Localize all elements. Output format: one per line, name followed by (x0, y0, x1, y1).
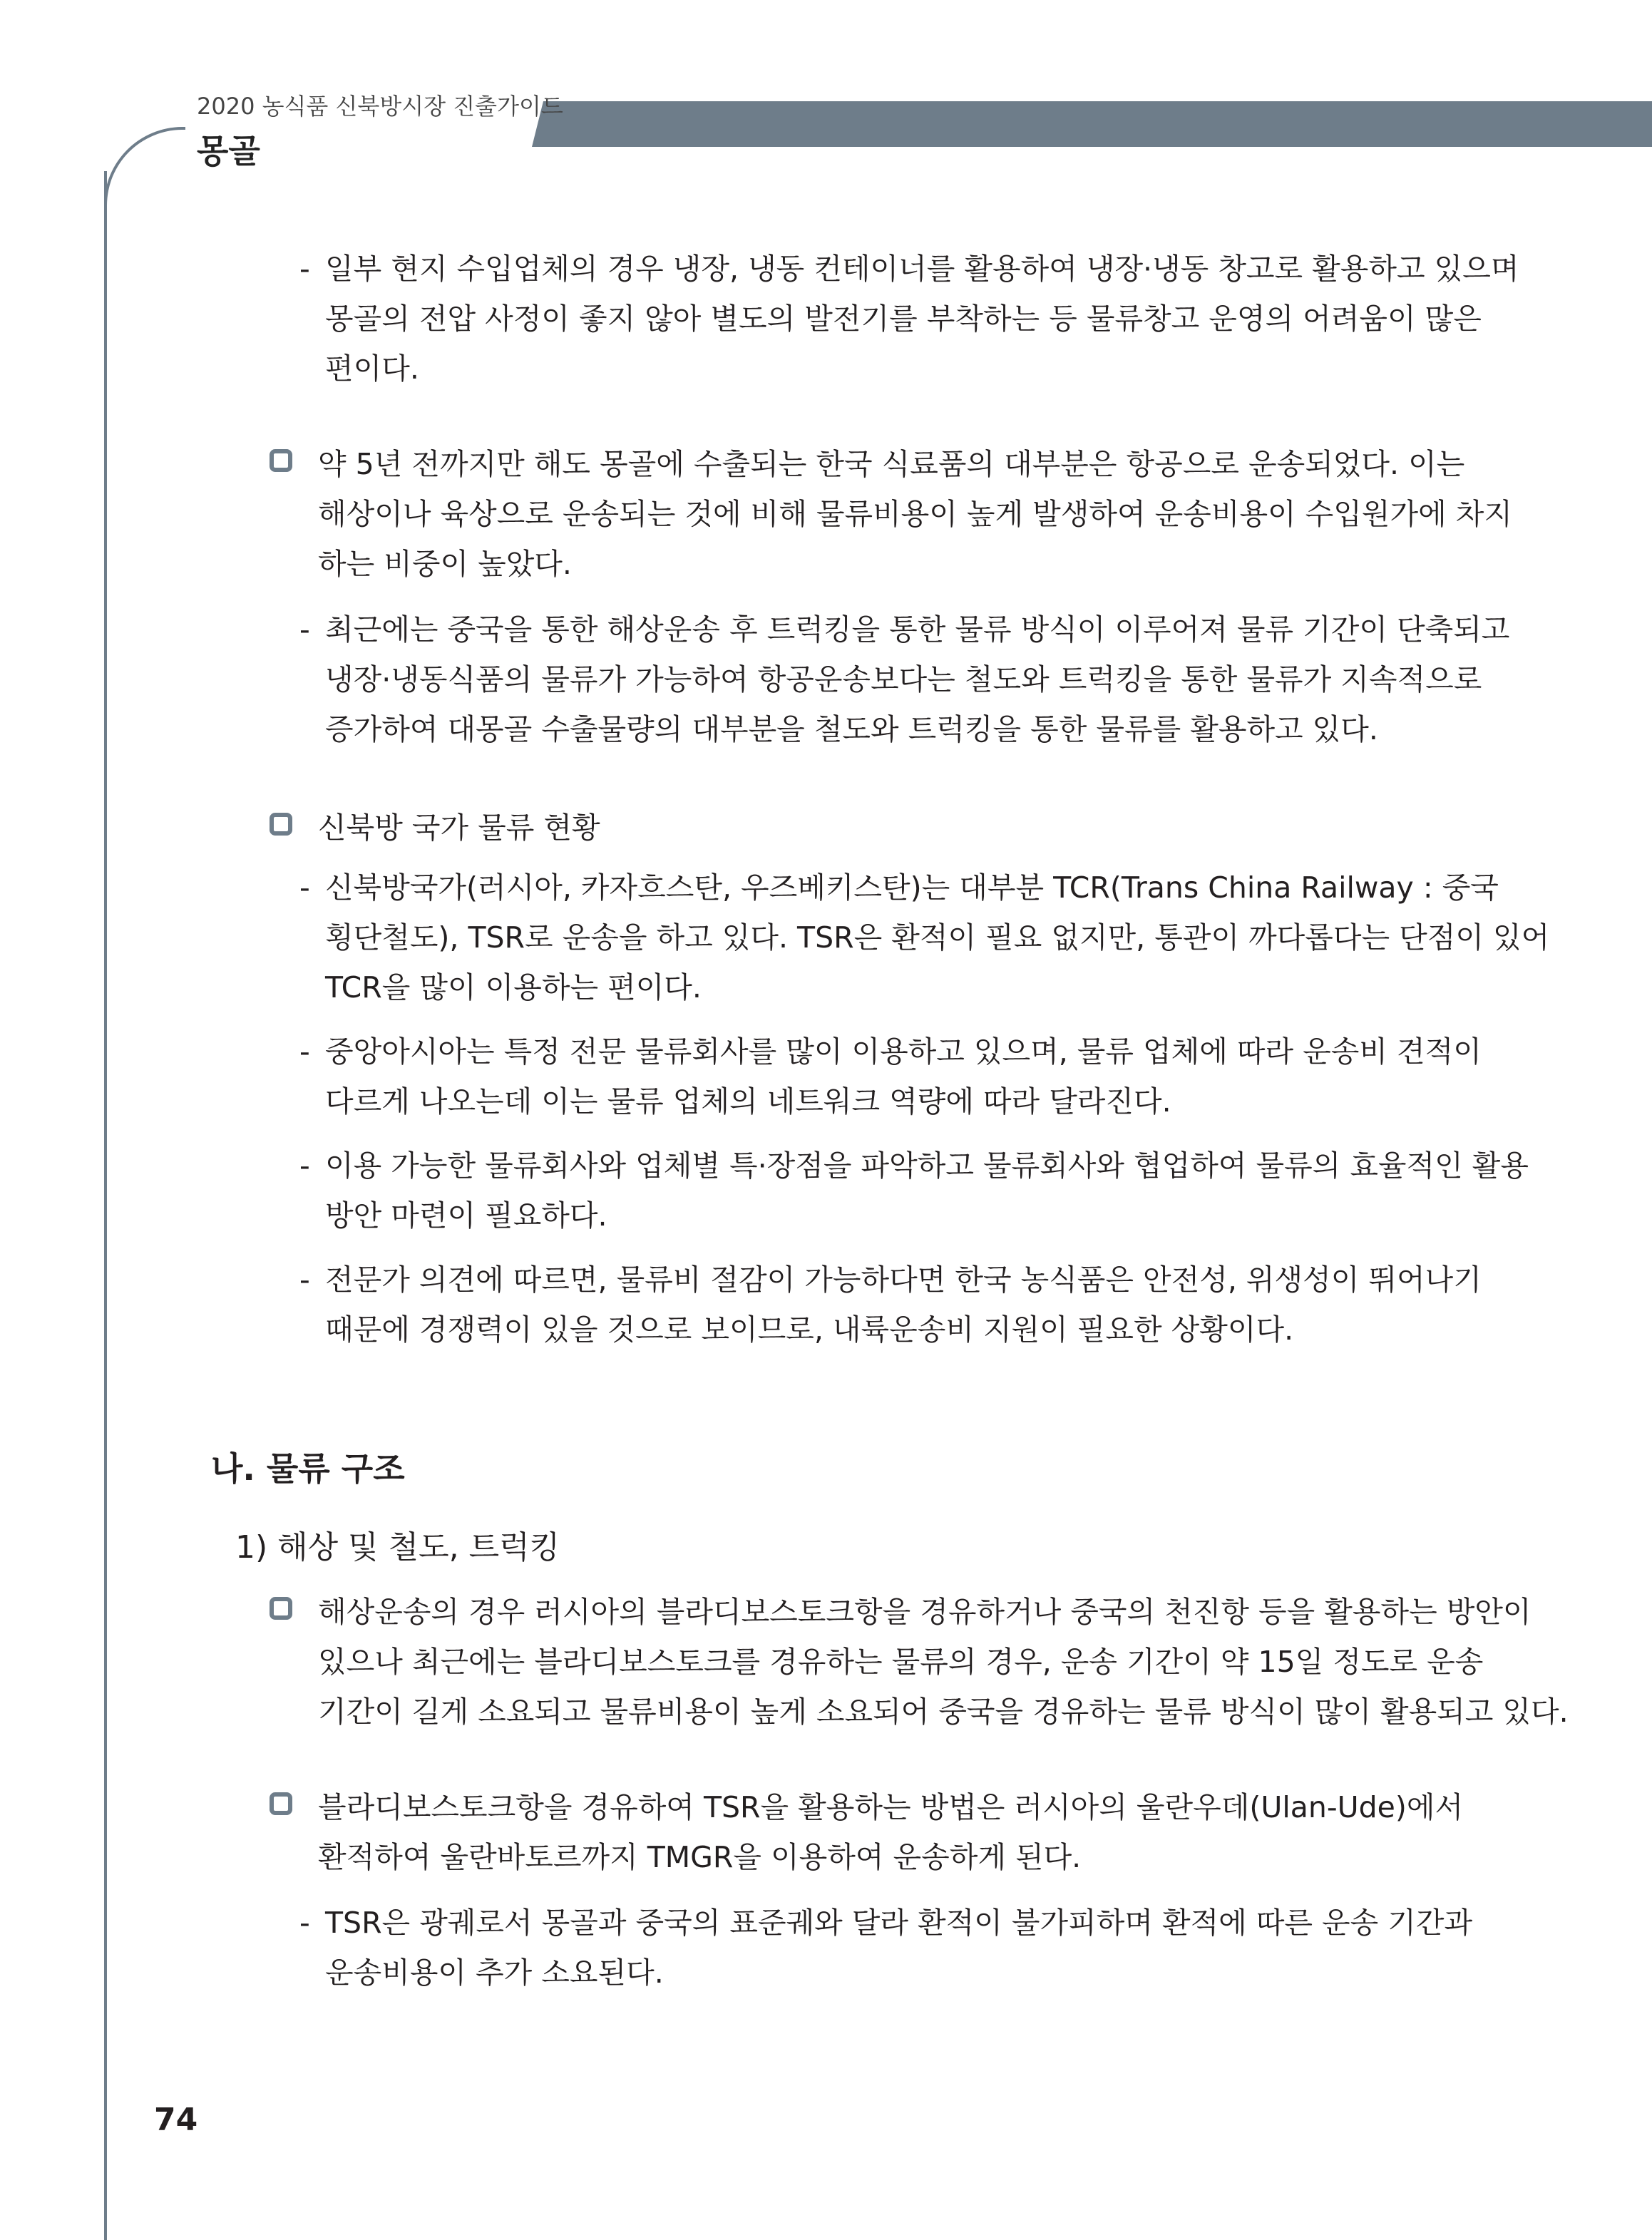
text-line: 있으나 최근에는 블라디보스토크를 경유하는 물류의 경우, 운송 기간이 약 15일 정도로 운송 (318, 1645, 1484, 1679)
text-line: 해상이나 육상으로 운송되는 것에 비해 물류비용이 높게 발생하여 운송비용이 수입원가에 차지 (318, 497, 1512, 531)
dash-paragraph (299, 863, 1550, 1012)
text-line: 편이다. (325, 351, 419, 386)
text-line: 하는 비중이 높았다. (318, 547, 572, 581)
text-line: 해상운송의 경우 러시아의 블라디보스토크항을 경유하거나 중국의 천진항 등을 활용하는 방안이 (318, 1595, 1532, 1629)
box-paragraph (318, 1587, 1569, 1737)
square-bullet-icon (270, 1597, 292, 1620)
box-paragraph (318, 1782, 1463, 1882)
square-bullet-icon (270, 1792, 292, 1815)
subsection-heading: 1) 해상 및 철도, 트럭킹 (235, 1529, 560, 1566)
text-line: 환적하여 울란바토르까지 TMGR을 이용하여 운송하게 된다. (318, 1840, 1082, 1874)
dash-marker: - (299, 252, 310, 286)
text-line: 블라디보스토크항을 경유하여 TSR을 활용하는 방법은 러시아의 울란우데(Ulan-Ude)에서 (318, 1790, 1464, 1824)
dash-marker: - (299, 870, 310, 905)
text-line: 운송비용이 추가 소요된다. (325, 1956, 664, 1990)
text-line: 냉장·냉동식품의 물류가 가능하여 항공운송보다는 철도와 트럭킹을 통한 물류가 지속적으로 (325, 662, 1482, 697)
text-line: 신북방 국가 물류 현황 (318, 811, 600, 845)
square-bullet-icon (270, 449, 292, 472)
dash-paragraph (299, 1255, 1482, 1355)
text-line: 최근에는 중국을 통한 해상운송 후 트럭킹을 통한 물류 방식이 이루어져 물류 기간이 단축되고 (325, 612, 1510, 647)
margin-line (104, 171, 107, 2240)
text-line: 횡단철도), TSR로 운송을 하고 있다. TSR은 환적이 필요 없지만, 통관이 까다롭다는 단점이 있어 (325, 920, 1550, 955)
margin-curve (104, 127, 185, 208)
guide-title: 2020 농식품 신북방시장 진출가이드 (197, 93, 563, 120)
square-bullet-icon (270, 813, 292, 836)
dash-paragraph (299, 1898, 1473, 1998)
box-paragraph (318, 803, 600, 853)
box-paragraph (318, 439, 1512, 589)
text-line: 때문에 경쟁력이 있을 것으로 보이므로, 내륙운송비 지원이 필요한 상황이다. (325, 1312, 1294, 1347)
text-line: 신북방국가(러시아, 카자흐스탄, 우즈베키스탄)는 대부분 TCR(Trans China Railway : 중국 (325, 870, 1499, 905)
header-bar (532, 101, 1652, 147)
page-number: 74 (154, 2102, 198, 2138)
country-title: 몽골 (197, 132, 260, 170)
dash-paragraph (299, 1027, 1482, 1126)
text-line: 증가하여 대몽골 수출물량의 대부분을 철도와 트럭킹을 통한 물류를 활용하고 있다. (325, 712, 1378, 746)
text-line: 몽골의 전압 사정이 좋지 않아 별도의 발전기를 부착하는 등 물류창고 운영의 어려움이 많은 (325, 302, 1482, 336)
dash-paragraph (299, 244, 1519, 394)
text-line: 기간이 길게 소요되고 물류비용이 높게 소요되어 중국을 경유하는 물류 방식이 많이 활용되고 있다. (318, 1695, 1569, 1729)
text-line: 다르게 나오는데 이는 물류 업체의 네트워크 역량에 따라 달라진다. (325, 1084, 1171, 1119)
text-line: 방안 마련이 필요하다. (325, 1198, 607, 1233)
dash-marker: - (299, 1034, 310, 1069)
text-line: TCR을 많이 이용하는 편이다. (325, 970, 702, 1005)
text-line: TSR은 광궤로서 몽골과 중국의 표준궤와 달라 환적이 불가피하며 환적에 따른 운송 기간과 (325, 1906, 1473, 1940)
dash-marker: - (299, 1149, 310, 1183)
section-heading: 나. 물류 구조 (211, 1449, 405, 1488)
dash-marker: - (299, 1906, 310, 1940)
text-line: 중앙아시아는 특정 전문 물류회사를 많이 이용하고 있으며, 물류 업체에 따라 운송비 견적이 (325, 1034, 1482, 1069)
dash-paragraph (299, 1141, 1529, 1240)
text-line: 약 5년 전까지만 해도 몽골에 수출되는 한국 식료품의 대부분은 항공으로 운송되었다. 이는 (318, 447, 1465, 481)
text-line: 이용 가능한 물류회사와 업체별 특·장점을 파악하고 물류회사와 협업하여 물류의 효율적인 활용 (325, 1149, 1529, 1183)
dash-marker: - (299, 1263, 310, 1297)
dash-marker: - (299, 612, 310, 647)
text-line: 전문가 의견에 따르면, 물류비 절감이 가능하다면 한국 농식품은 안전성, 위생성이 뛰어나기 (325, 1263, 1482, 1297)
dash-paragraph (299, 605, 1510, 754)
text-line: 일부 현지 수입업체의 경우 냉장, 냉동 컨테이너를 활용하여 냉장·냉동 창고로 활용하고 있으며 (325, 252, 1519, 286)
